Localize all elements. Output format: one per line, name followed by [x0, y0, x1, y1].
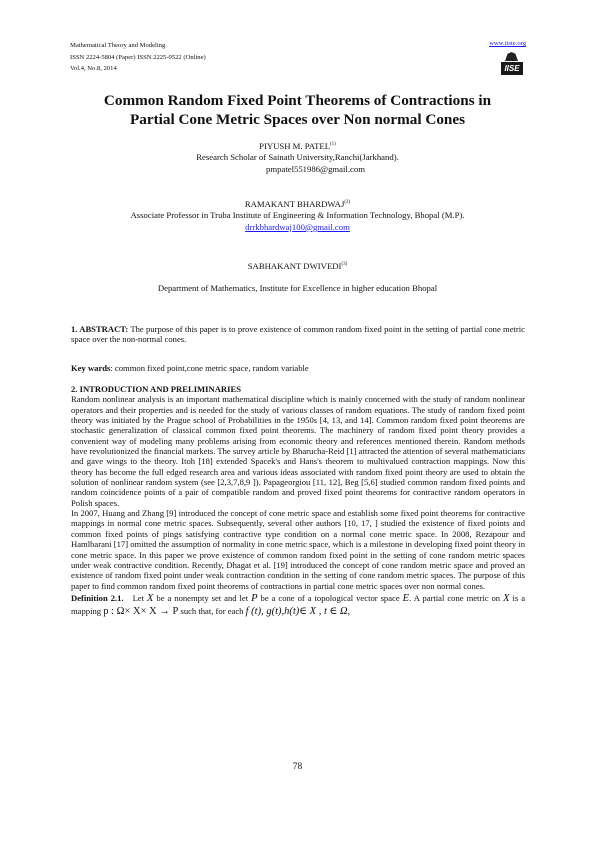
title-line-1: Common Random Fixed Point Theorems of Contractions in	[103, 92, 492, 109]
keywords	[71, 363, 525, 373]
definition-text-6: is a mapping	[71, 592, 526, 616]
author-1-email: pmpatel551986@gmail.com	[266, 163, 365, 174]
math-p: P	[251, 592, 258, 604]
journal-header	[70, 40, 206, 75]
author-1-affiliation: Research Scholar of Sainath University,Ranchi(Jarkhand).	[196, 152, 399, 163]
section-introduction	[71, 384, 525, 618]
iiste-logo	[501, 52, 523, 76]
definition-text-4: . A partial cone	[409, 592, 464, 603]
keywords-heading: Key wards	[71, 363, 111, 373]
author-2-email-link[interactable]: drrkbhardwaj100@gmail.com	[245, 221, 350, 232]
title-line-2: Partial Cone Metric Spaces over Non normal Cones	[129, 110, 466, 128]
author-2-block	[60, 197, 535, 233]
abstract-heading: 1. ABSTRACT:	[71, 324, 129, 334]
author-1-name: PIYUSH M. PATEL	[259, 140, 331, 151]
author-3-affiliation: Department of Mathematics, Institute for Excellence in higher education Bhopal	[157, 283, 438, 294]
math-x-2: X	[503, 592, 510, 604]
definition-text-7: such that, for each	[180, 605, 244, 616]
journal-name: Mathematical Theory and Modeling	[70, 42, 166, 49]
section-2-heading: 2. INTRODUCTION AND PRELIMINARIES	[71, 384, 241, 394]
author-2-affiliation: Associate Professor in Truba Institute of Engineering & Information Technology, Bhopal (M.P).	[130, 210, 465, 221]
logo-text: IISE	[501, 62, 523, 75]
journal-volume: Vol.4, No.8, 2014	[70, 65, 117, 72]
math-functions: f (t), g(t),h(t)∈ X , t ∈ Ω,	[245, 605, 351, 617]
intro-paragraph-1: Random nonlinear analysis is an important mathematical discipline which is mainly concerned with the study of random nonlinear operators and their properties and is needed for the study of various classes of random equations. The study of random fixed point theory was initiated by the Prague school of Probabilities in the 1950s [4, 13, and 14]. Common random fixed point theorems are stochastic generalization of classical common fixed point theorems. The machinery of random fixed point theory provides a convenient way of modeling many problems arising from economic theory and references mentioned therein. Random methods have revolutionized the financial markets. The survey article by Bharucha-Reid [1] attracted the attention of several mathematicians and gave wings to the theory. Itoh [18] extended Spacek's and Hans's theorem to multivalued contraction mappings. Now this theory has become the full edged research area and various ideas associated with random fixed point theory are used to obtain the solution of nonlinear random system (see [2,3,7,8,9 ]). Papageorgiou [11, 12], Beg [5,6] studied common random fixed points and random coincidence points of a pair of compatible random and proved fixed point theorems for contractive random operators in Polish spaces.	[71, 394, 525, 508]
journal-issn: ISSN 2224-5804 (Paper) ISSN 2225-0522 (Online)	[70, 53, 206, 61]
math-e: E	[402, 592, 410, 604]
definition-label: Definition 2.1.	[71, 592, 124, 603]
abstract	[71, 324, 525, 345]
page-number: 78	[292, 762, 303, 772]
author-3-name: SABHAKANT DWIVEDI	[247, 260, 342, 271]
intro-paragraph-2: In 2007, Huang and Zhang [9] introduced the concept of cone metric space and establish some fixed point theorems for contractive mappings in normal cone metric spaces. Subsequently, several other authors [10, 17, ] studied the existence of fixed points and common fixed points of pings satisfying contractive type condition on a normal cone metric space. In 2008, Rezapour and Hamlbarani [17] omitted the assumption of normality in cone metric space, which is a milestone in developing fixed point theory in cone metric space. In this paper we prove existence of common random fixed point in the setting of cone random metric spaces under weak contractive condition. Recently, Dhagat et al. [19] introduced the concept of cone random metric space and proved an existence of random fixed point under weak contraction condition in the setting of cone random metric spaces. The purpose of this paper to find common random fixed point theorems of contractions in partial cone metric spaces over non normal cones.	[71, 508, 525, 591]
definition-text-5: metric on	[466, 592, 501, 603]
author-2-name: RAMAKANT BHARDWAJ	[244, 198, 345, 209]
math-x: X	[147, 592, 154, 604]
math-mapping: p : Ω× X× X → P	[103, 605, 179, 617]
author-3-mark: (3)	[341, 262, 348, 267]
keywords-text: : common fixed point,cone metric space, random variable	[110, 363, 309, 373]
definition-2-1	[71, 592, 525, 618]
journal-website-link[interactable]: www.iiste.org	[489, 40, 526, 47]
author-1-mark: (1)	[330, 142, 336, 147]
logo-roof-shape	[505, 52, 518, 61]
paper-title	[60, 92, 535, 129]
author-1-block	[60, 139, 535, 175]
author-2-mark: (2)	[344, 200, 351, 205]
abstract-text: The purpose of this paper is to prove existence of common random fixed point in the setting of partial cone metric space over the non-normal cones.	[71, 324, 525, 345]
author-3-block	[60, 259, 535, 295]
definition-text-1: Let	[132, 592, 145, 603]
definition-text-3: be a cone of a topological vector space	[260, 592, 400, 603]
definition-text-2: be a nonempty set and let	[156, 592, 249, 603]
